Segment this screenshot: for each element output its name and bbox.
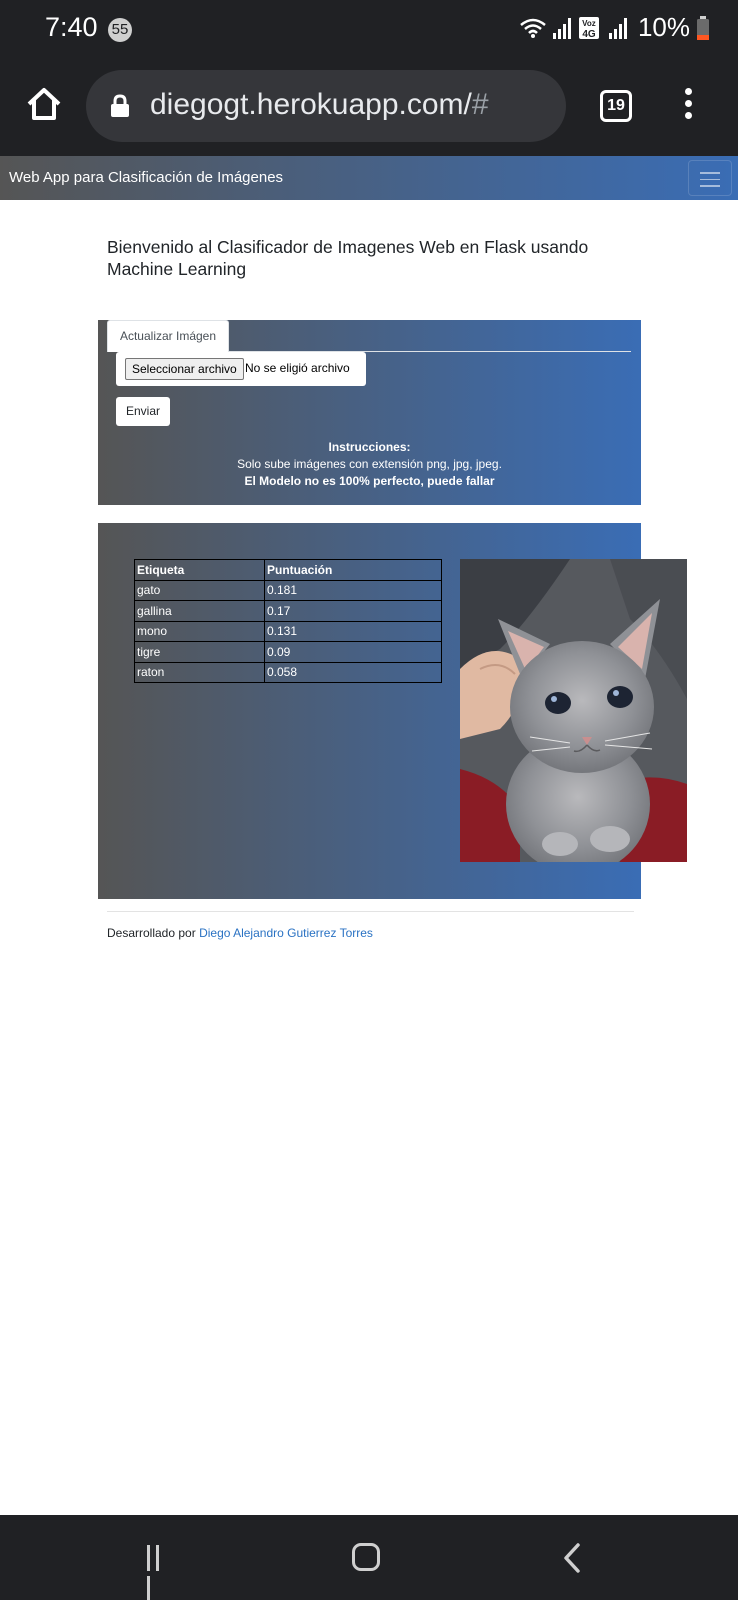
table-row bbox=[135, 621, 442, 642]
recent-apps-icon[interactable] bbox=[147, 1545, 173, 1571]
column-header-score: Puntuación bbox=[265, 560, 442, 581]
lock-icon bbox=[110, 94, 130, 118]
svg-text:Voz: Voz bbox=[582, 18, 596, 28]
instructions bbox=[98, 439, 641, 490]
footer-divider bbox=[107, 911, 634, 912]
status-icons bbox=[520, 12, 710, 43]
row-score: 0.181 bbox=[265, 580, 442, 601]
hamburger-menu-icon[interactable] bbox=[688, 160, 732, 196]
upload-panel bbox=[98, 320, 641, 505]
file-input[interactable] bbox=[116, 352, 366, 386]
home-icon[interactable] bbox=[24, 84, 64, 124]
choose-file-button[interactable]: Seleccionar archivo bbox=[125, 358, 244, 380]
file-status-text: No se eligió archivo bbox=[245, 361, 350, 375]
browser-toolbar bbox=[0, 58, 738, 156]
row-label: mono bbox=[135, 621, 265, 642]
signal-icon bbox=[552, 17, 572, 39]
row-score: 0.09 bbox=[265, 642, 442, 663]
battery-icon bbox=[696, 16, 710, 40]
row-score: 0.131 bbox=[265, 621, 442, 642]
table-row bbox=[135, 662, 442, 683]
url-hash: # bbox=[471, 88, 489, 121]
table-row bbox=[135, 601, 442, 622]
results-table bbox=[134, 559, 442, 683]
kitten-photo bbox=[460, 559, 687, 862]
url-host: diegogt.herokuapp.com/ bbox=[150, 88, 472, 121]
row-score: 0.058 bbox=[265, 662, 442, 683]
navbar-brand[interactable]: Web App para Clasificación de Imágenes bbox=[9, 169, 284, 186]
instructions-title: Instrucciones: bbox=[328, 440, 411, 454]
row-label: raton bbox=[135, 662, 265, 683]
status-time: 7:40 bbox=[45, 12, 98, 42]
row-label: tigre bbox=[135, 642, 265, 663]
table-row bbox=[135, 580, 442, 601]
volte-4g-icon bbox=[578, 16, 602, 40]
overflow-menu-icon[interactable] bbox=[680, 88, 696, 124]
submit-button[interactable]: Enviar bbox=[116, 397, 170, 426]
status-bar bbox=[0, 0, 738, 58]
table-row bbox=[135, 642, 442, 663]
system-navigation-bar bbox=[0, 1515, 738, 1600]
row-label: gallina bbox=[135, 601, 265, 622]
row-score: 0.17 bbox=[265, 601, 442, 622]
instructions-text: Solo sube imágenes con extensión png, jpg, jpeg. bbox=[237, 457, 502, 471]
instructions-warning: El Modelo no es 100% perfecto, puede fallar bbox=[244, 474, 495, 488]
svg-text:4G: 4G bbox=[582, 28, 596, 40]
home-button-icon[interactable] bbox=[352, 1543, 380, 1571]
back-icon[interactable] bbox=[562, 1543, 582, 1573]
url-text bbox=[150, 88, 489, 122]
page-title: Bienvenido al Clasificador de Imagenes Web en Flask usando Machine Learning bbox=[107, 237, 589, 279]
footer bbox=[107, 926, 373, 940]
row-label: gato bbox=[135, 580, 265, 601]
uploaded-image bbox=[460, 559, 687, 862]
battery-percentage: 10% bbox=[637, 12, 690, 42]
author-link[interactable]: Diego Alejandro Gutierrez Torres bbox=[199, 926, 373, 940]
site-navbar bbox=[0, 156, 738, 200]
signal-icon-2 bbox=[608, 17, 628, 39]
wifi-icon bbox=[520, 17, 546, 39]
column-header-label: Etiqueta bbox=[135, 560, 265, 581]
table-header-row bbox=[135, 560, 442, 581]
tab-update-image[interactable]: Actualizar Imágen bbox=[107, 320, 229, 352]
footer-prefix: Desarrollado por bbox=[107, 926, 196, 940]
address-bar[interactable] bbox=[86, 70, 566, 142]
notification-count-badge: 55 bbox=[108, 18, 132, 42]
tab-switcher-button[interactable]: 19 bbox=[600, 90, 632, 122]
